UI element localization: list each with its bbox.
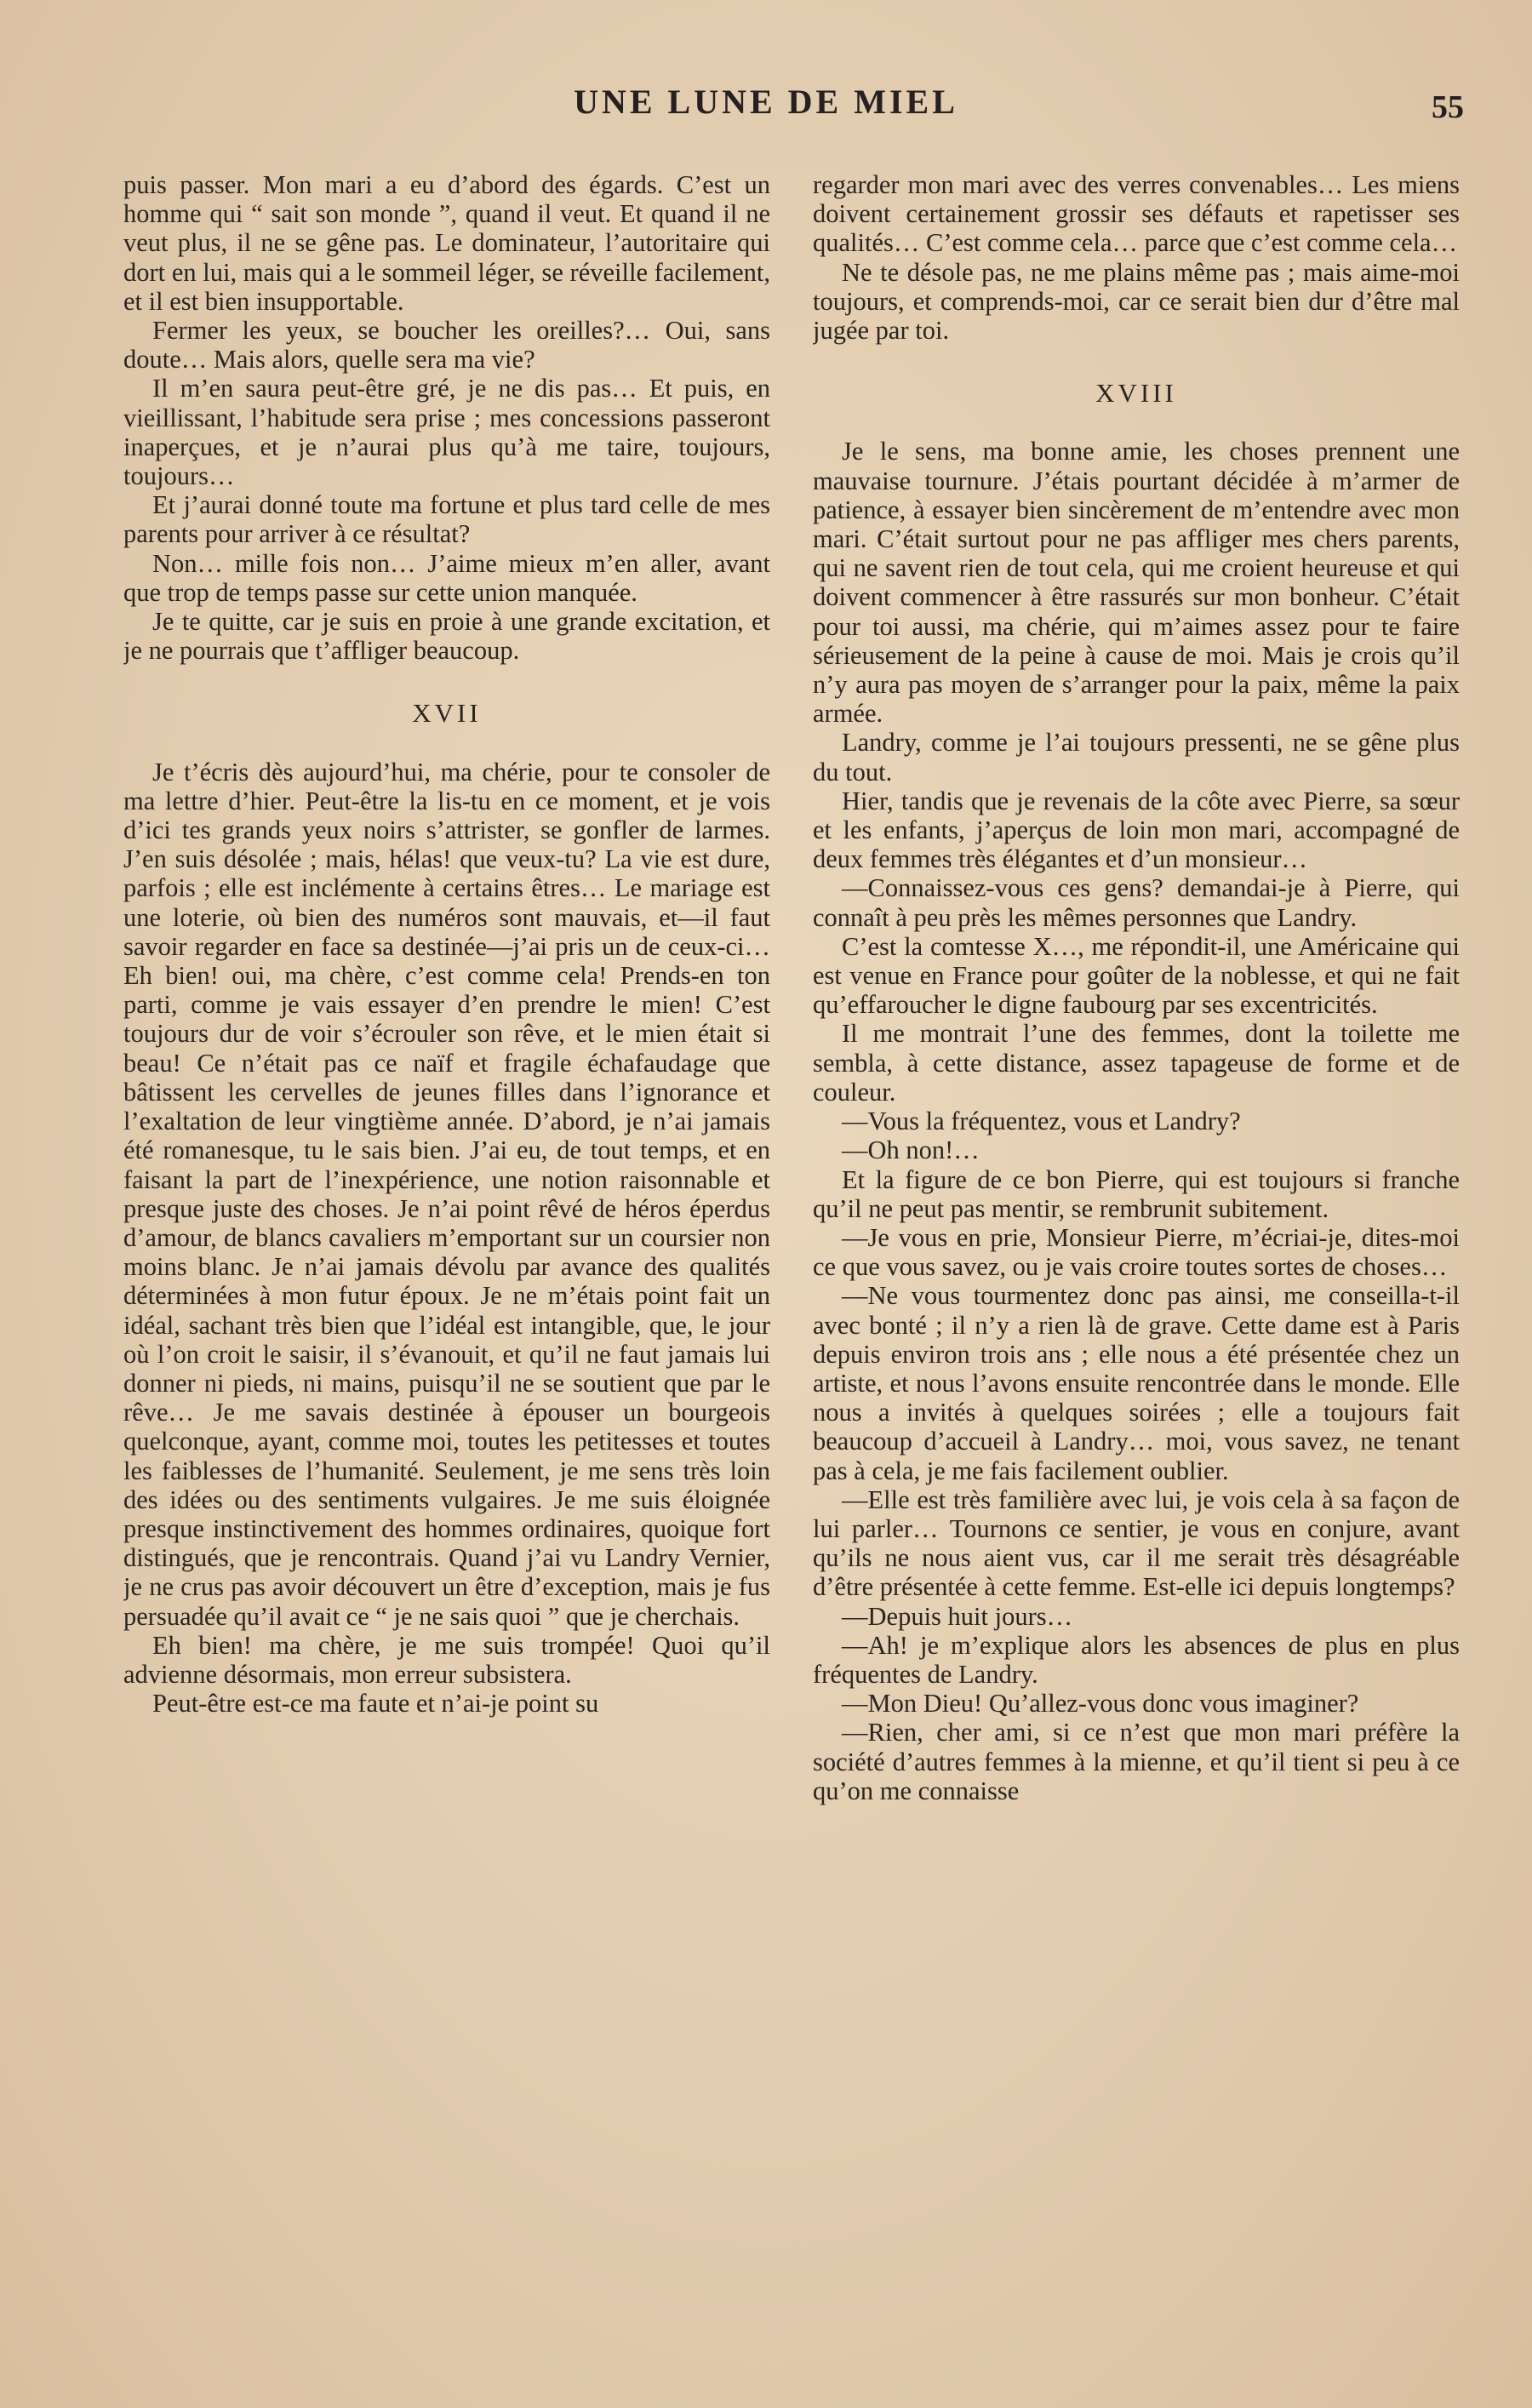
- section-heading: XVIII: [1095, 378, 1177, 409]
- paragraph: —Oh non!…: [842, 1135, 980, 1165]
- section-heading: XVII: [412, 698, 482, 729]
- paragraph: Landry, comme je l’ai toujours pressenti, ne se gêne plus du tout.: [813, 728, 1460, 786]
- paragraph: Hier, tandis que je revenais de la côte avec Pierre, sa sœur et les enfants, j’aperçus de loin mon mari, accompagné de deux femmes très élégantes et d’un monsieur…: [813, 786, 1460, 874]
- paragraph: —Ne vous tourmentez donc pas ainsi, me conseilla-t-il avec bonté ; il n’y a rien là de grave. Cette dame est à Paris depuis environ trois ans ; elle nous a été présentée chez un artiste, et nous l’avons ensuite rencontrée dans le monde. Elle nous a invités à quelques soirées ; elle a toujours fait beaucoup d’accueil à Landry… moi, vous savez, ne tenant pas à cela, je me fais facilement oublier.: [813, 1281, 1460, 1485]
- left-column: [123, 170, 770, 2196]
- paragraph: regarder mon mari avec des verres convenables… Les miens doivent certainement grossir ses défauts et rapetisser ses qualités… C’est comme cela… parce que c’est comme cela…: [813, 170, 1460, 258]
- right-column: [813, 170, 1460, 2196]
- paragraph: Eh bien! ma chère, je me suis trompée! Quoi qu’il advienne désormais, mon erreur subsistera.: [123, 1630, 770, 1689]
- paragraph: —Mon Dieu! Qu’allez-vous donc vous imaginer?: [842, 1689, 1359, 1719]
- running-title: UNE LUNE DE MIEL: [574, 83, 958, 121]
- paragraph: Ne te désole pas, ne me plains même pas ; mais aime-moi toujours, et comprends-moi, car ce serait bien dur d’être mal jugée par toi.: [813, 257, 1460, 346]
- paragraph: Non… mille fois non… J’aime mieux m’en aller, avant que trop de temps passe sur cette union manquée.: [123, 548, 770, 607]
- paragraph: Et la figure de ce bon Pierre, qui est toujours si franche qu’il ne peut pas mentir, se rembrunit subitement.: [813, 1164, 1460, 1223]
- paragraph: Il me montrait l’une des femmes, dont la toilette me sembla, à cette distance, assez tapageuse de forme et de couleur.: [813, 1019, 1460, 1107]
- paragraph: —Rien, cher ami, si ce n’est que mon mari préfère la société d’autres femmes à la mienne, et qu’il tient si peu à ce qu’on me connaisse: [813, 1718, 1460, 1805]
- paragraph: —Connaissez-vous ces gens? demandai-je à Pierre, qui connaît à peu près les mêmes personnes que Landry.: [813, 873, 1460, 932]
- paragraph: C’est la comtesse X…, me répondit-il, une Américaine qui est venue en France pour goûter de la noblesse, et qui ne fait qu’effaroucher le digne faubourg par ses excentricités.: [813, 931, 1460, 1020]
- paragraph: Je te quitte, car je suis en proie à une grande excitation, et je ne pourrais que t’affliger beaucoup.: [123, 607, 770, 666]
- paragraph: Et j’aurai donné toute ma fortune et plus tard celle de mes parents pour arriver à ce résultat?: [123, 490, 770, 549]
- paragraph: Peut-être est-ce ma faute et n’ai-je point su: [152, 1689, 599, 1719]
- paragraph: —Depuis huit jours…: [842, 1601, 1073, 1631]
- paragraph: puis passer. Mon mari a eu d’abord des égards. C’est un homme qui “ sait son monde ”, quand il veut. Et quand il ne veut plus, il ne se gêne pas. Le dominateur, l’autoritaire qui dort en lui, mais qui a le sommeil léger, se réveille facilement, et il est bien insupportable.: [123, 170, 770, 316]
- page-number: 55: [1432, 89, 1464, 125]
- paragraph: —Ah! je m’explique alors les absences de plus en plus fréquentes de Landry.: [813, 1630, 1460, 1689]
- paragraph: —Elle est très familière avec lui, je vois cela à sa façon de lui parler… Tournons ce sentier, je vous en conjure, avant qu’ils ne nous aient vus, car il me serait très désagréable d’être présentée à cette femme. Est-elle ici depuis longtemps?: [813, 1484, 1460, 1602]
- paragraph: Je le sens, ma bonne amie, les choses prennent une mauvaise tournure. J’étais pourtant décidée à m’armer de patience, à essayer bien sincèrement de m’entendre avec mon mari. C’était surtout pour ne pas affliger mes chers parents, qui ne savent rien de tout cela, qui me croient heureuse et qui doivent commencer à être rassurés sur mon bonheur. C’était pour toi aussi, ma chérie, qui m’aimes assez pour te faire sérieusement de la peine à cause de moi. Mais je crois qu’il n’y aura pas moyen de s’arranger pour la paix, même la paix armée.: [813, 437, 1460, 729]
- paragraph: Je t’écris dès aujourd’hui, ma chérie, pour te consoler de ma lettre d’hier. Peut-être la lis-tu en ce moment, et je vois d’ici tes grands yeux noirs s’attrister, se gonfler de larmes. J’en suis désolée ; mais, hélas! que veux-tu? La vie est dure, parfois ; elle est inclémente à certains êtres… Le mariage est une loterie, où bien des numéros sont mauvais, et—il faut savoir regarder en face sa destinée—j’ai pris un de ceux-ci… Eh bien! oui, ma chère, c’est comme cela! Prends-en ton parti, comme je vais essayer d’en prendre le mien! C’est toujours dur de voir s’écrouler son rêve, et le mien était si beau! Ce n’était pas ce naïf et fragile échafaudage que bâtissent les cervelles de jeunes filles dans l’ignorance et l’exaltation de leur vingtième année. D’abord, je n’ai jamais été romanesque, tu le sais bien. J’ai eu, de tout temps, et en faisant la part de l’inexpérience, une notion raisonnable et presque juste des choses. Je n’ai point rêvé de héros éperdus d’amour, de blancs cavaliers m’emportant sur un coursier non moins blanc. Je n’ai jamais dévolu par avance des qualités déterminées à mon futur époux. Je ne m’étais point fait un idéal, sachant très bien que l’idéal est intangible, que, le jour où l’on croit le saisir, il s’évanouit, et qu’il ne faut jamais lui donner ni pieds, ni mains, puisqu’il ne se soutient que par le rêve… Je me savais destinée à épouser un bourgeois quelconque, ayant, comme moi, toutes les petitesses et toutes les faiblesses de l’humanité. Seulement, je me sens très loin des idées ou des sentiments vulgaires. Je me suis éloignée presque instinctivement des hommes ordinaires, quoique fort distingués, que je rencontrais. Quand j’ai vu Landry Vernier, je ne crus pas avoir découvert un être d’exception, mais je fus persuadée qu’il avait ce “ je ne sais quoi ” que je cherchais.: [123, 757, 770, 1631]
- paragraph: Il m’en saura peut-être gré, je ne dis pas… Et puis, en vieillissant, l’habitude sera prise ; mes concessions passeront inaperçues, et je n’aurai plus qu’à me taire, toujours, toujours…: [123, 374, 770, 491]
- paragraph: Fermer les yeux, se boucher les oreilles?… Oui, sans doute… Mais alors, quelle sera ma vie?: [123, 316, 770, 375]
- paragraph: —Vous la fréquentez, vous et Landry?: [842, 1107, 1241, 1136]
- paragraph: —Je vous en prie, Monsieur Pierre, m’écriai-je, dites-moi ce que vous savez, ou je vais croire toutes sortes de choses…: [813, 1222, 1460, 1282]
